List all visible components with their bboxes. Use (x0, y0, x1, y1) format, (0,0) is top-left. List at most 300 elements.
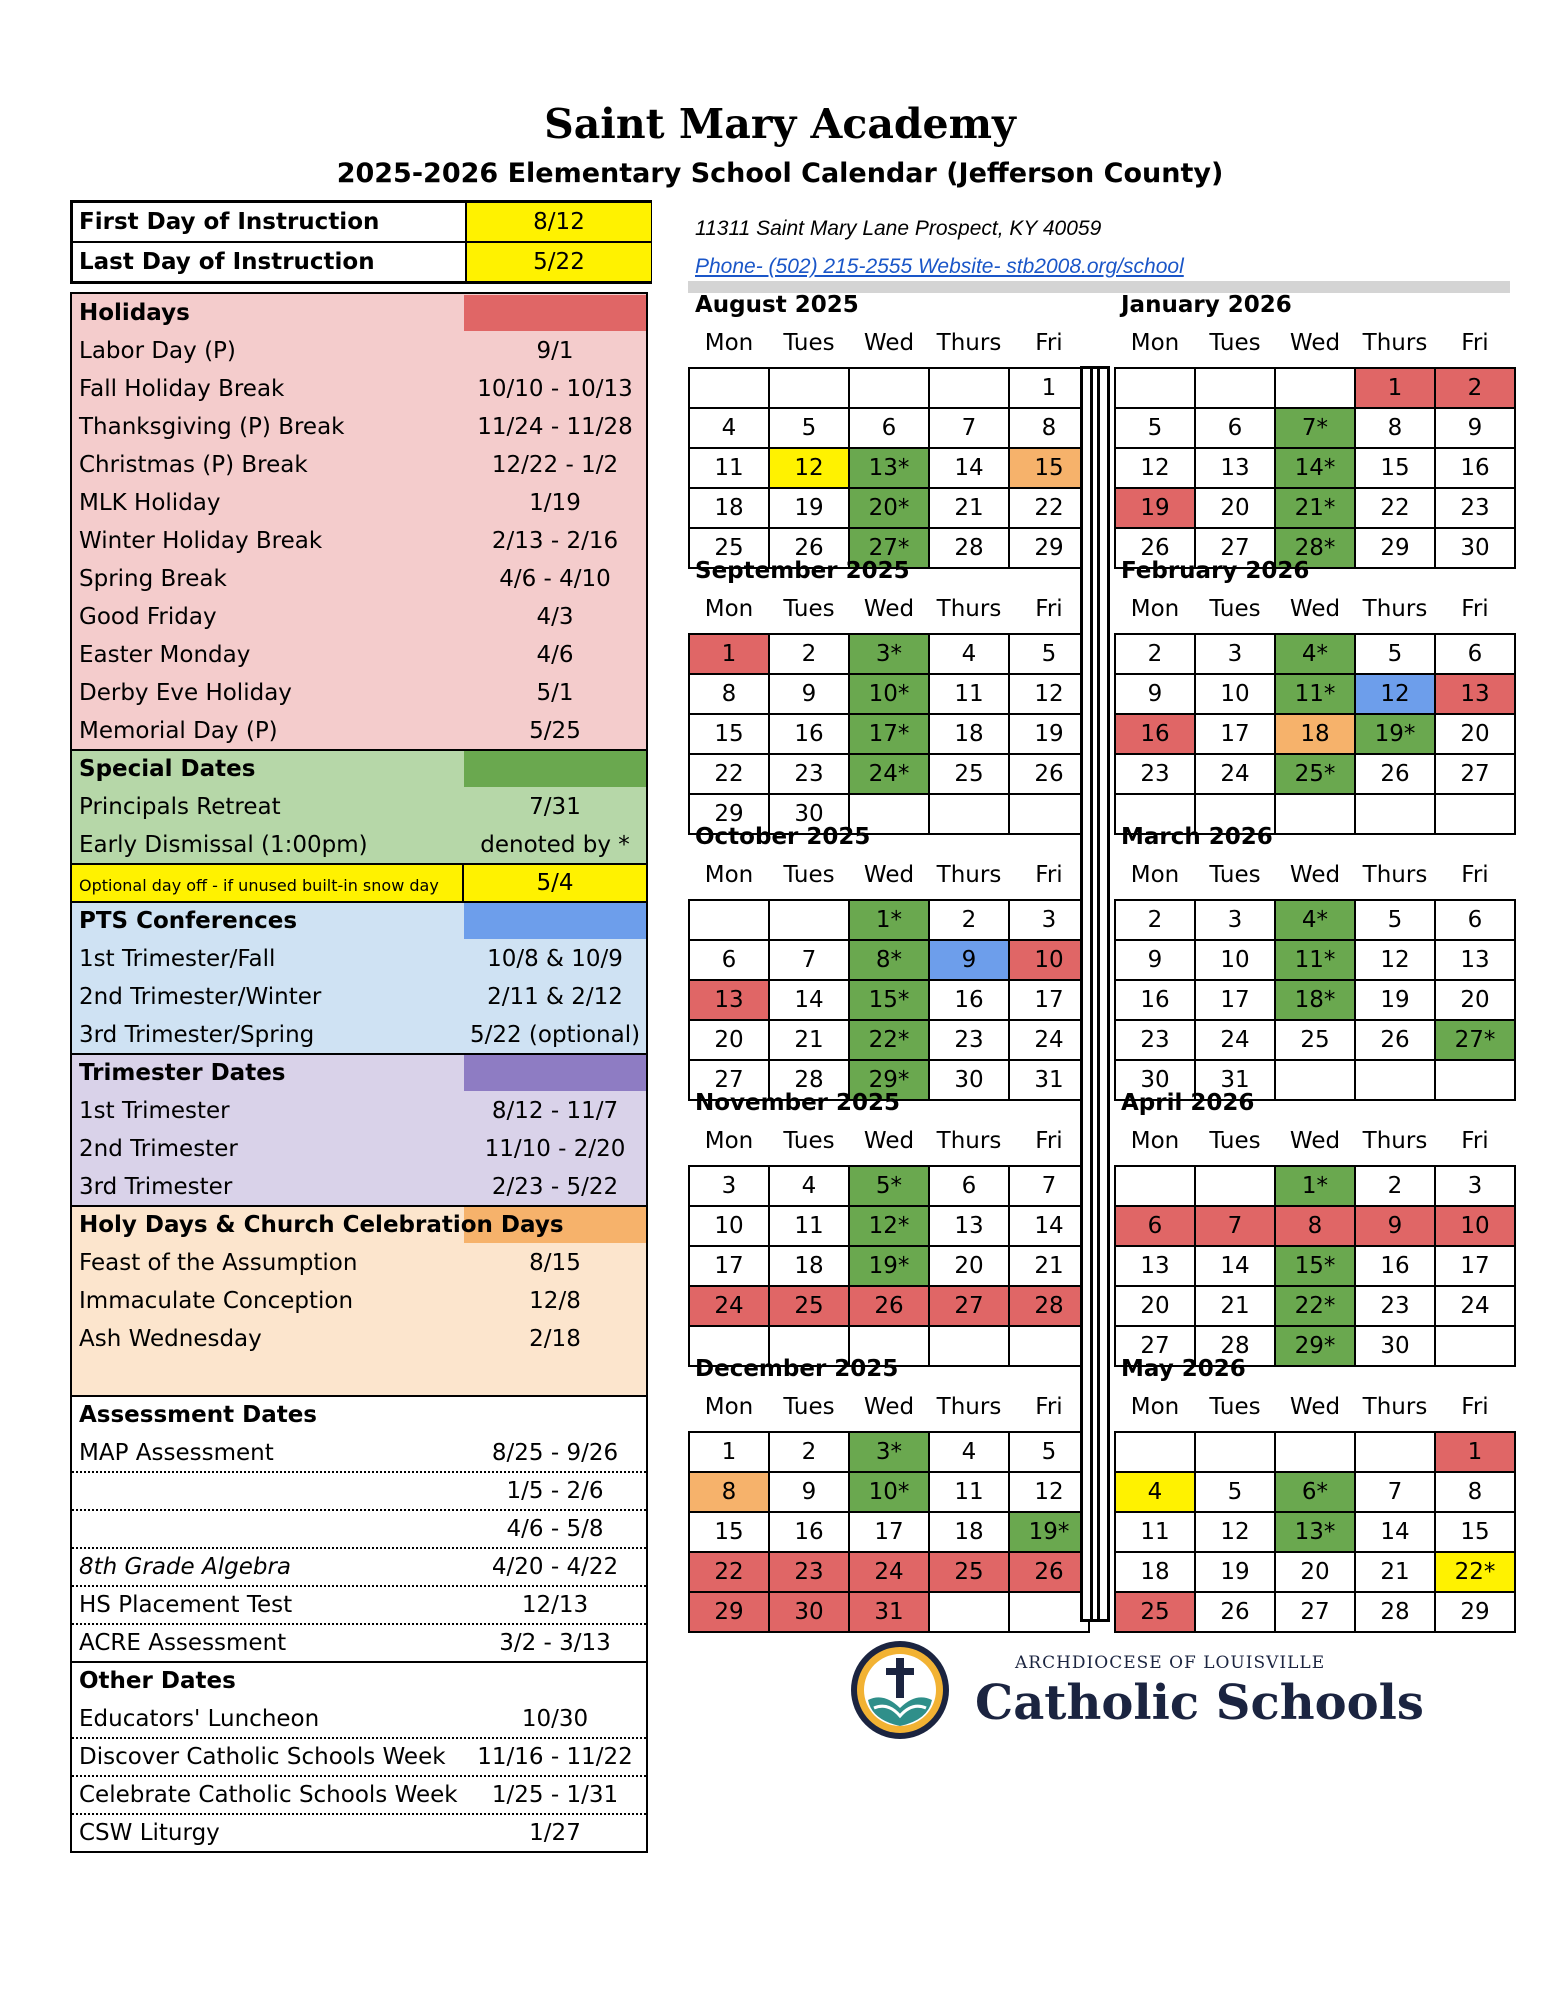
weekday-header: Thurs (1362, 862, 1428, 888)
legend-row (72, 1358, 646, 1396)
instruction-box (70, 200, 652, 284)
day-cell: 18 (1116, 1553, 1196, 1593)
day-cell: 25 (1116, 1593, 1196, 1633)
day-cell: 30 (1356, 1327, 1436, 1367)
day-cell: 19 (1356, 981, 1436, 1021)
column-divider (1080, 366, 1110, 1622)
day-cell: 6 (850, 409, 930, 449)
day-cell: 24 (1436, 1287, 1516, 1327)
day-cell: 18 (1276, 715, 1356, 755)
day-cell: 11 (1116, 1513, 1196, 1553)
day-cell: 7 (1356, 1473, 1436, 1513)
legend-row (72, 560, 646, 598)
dotted-separator (72, 1547, 646, 1549)
legend-label: Discover Catholic Schools Week (79, 1744, 446, 1770)
day-cell: 11 (930, 1473, 1010, 1513)
legend-section-header (72, 1662, 646, 1700)
day-cell: 16 (930, 981, 1010, 1021)
day-cell: 10 (1436, 1207, 1516, 1247)
weekday-header: Mon (704, 1394, 754, 1420)
day-cell: 25 (930, 1553, 1010, 1593)
day-cell: 11 (770, 1207, 850, 1247)
legend-value: 8/15 (529, 1250, 581, 1276)
weekday-header: Thurs (936, 330, 1002, 356)
day-cell (930, 1593, 1010, 1633)
legend-row (72, 978, 646, 1016)
day-cell: 6 (1436, 635, 1516, 675)
day-cell: 1* (1276, 1167, 1356, 1207)
day-cell: 22* (850, 1021, 930, 1061)
day-cell: 19 (1196, 1553, 1276, 1593)
legend-value: 10/30 (521, 1706, 589, 1732)
legend-section-header (72, 902, 646, 940)
day-cell: 27* (1436, 1021, 1516, 1061)
legend-label: 3rd Trimester/Spring (79, 1022, 315, 1048)
legend-row (72, 1130, 646, 1168)
day-cell: 26 (770, 529, 850, 569)
day-cell: 8 (690, 675, 770, 715)
legend-label: Labor Day (P) (79, 338, 236, 364)
day-cell: 24 (1010, 1021, 1090, 1061)
day-cell: 29 (690, 1593, 770, 1633)
day-cell: 7 (1196, 1207, 1276, 1247)
legend-row (72, 674, 646, 712)
day-cell: 28 (1356, 1593, 1436, 1633)
day-cell: 2 (1116, 901, 1196, 941)
weekday-header: Tues (783, 330, 835, 356)
legend-label: Trimester Dates (79, 1060, 286, 1086)
day-cell: 9 (1116, 675, 1196, 715)
day-cell: 5* (850, 1167, 930, 1207)
day-cell (1356, 1433, 1436, 1473)
legend-section-header (72, 1396, 646, 1434)
legend-color-swatch (464, 903, 646, 939)
day-cell: 29 (1436, 1593, 1516, 1633)
first-day-value: 8/12 (465, 203, 651, 241)
dotted-separator (72, 1585, 646, 1587)
weekday-header: Thurs (936, 862, 1002, 888)
legend-value: 1/27 (529, 1820, 581, 1846)
last-day-label: Last Day of Instruction (79, 249, 375, 275)
day-cell: 8 (1436, 1473, 1516, 1513)
divider-inner (1090, 369, 1100, 1619)
legend-label: Winter Holiday Break (79, 528, 323, 554)
legend-label: Thanksgiving (P) Break (79, 414, 345, 440)
day-cell (1010, 1593, 1090, 1633)
weekday-header: Tues (1209, 862, 1261, 888)
day-cell: 19 (770, 489, 850, 529)
legend-row (72, 1776, 646, 1814)
legend-label: Educators' Luncheon (79, 1706, 320, 1732)
legend-label: Ash Wednesday (79, 1326, 262, 1352)
day-cell: 7 (770, 941, 850, 981)
day-cell (1436, 1327, 1516, 1367)
day-cell: 10* (850, 675, 930, 715)
day-cell: 6* (1276, 1473, 1356, 1513)
legend-row (72, 598, 646, 636)
logo-line-1: ARCHDIOCESE OF LOUISVILLE (1015, 1653, 1326, 1673)
weekday-header: Fri (1035, 862, 1063, 888)
legend-row (72, 1624, 646, 1662)
day-cell: 4 (930, 1433, 1010, 1473)
weekday-header: Fri (1035, 1394, 1063, 1420)
legend-label: Immaculate Conception (79, 1288, 354, 1314)
day-cell: 1* (850, 901, 930, 941)
legend-value: 10/10 - 10/13 (477, 376, 633, 402)
day-cell: 4 (1116, 1473, 1196, 1513)
legend-label: 2nd Trimester (79, 1136, 238, 1162)
weekday-header: Wed (1289, 1128, 1341, 1154)
weekday-header: Wed (1289, 596, 1341, 622)
legend-label: 3rd Trimester (79, 1174, 233, 1200)
day-cell: 18 (930, 715, 1010, 755)
weekday-header: Fri (1035, 1128, 1063, 1154)
day-cell: 7 (1010, 1167, 1090, 1207)
day-cell: 20 (930, 1247, 1010, 1287)
day-cell: 2 (930, 901, 1010, 941)
day-cell: 19* (1010, 1513, 1090, 1553)
day-cell: 17 (850, 1513, 930, 1553)
day-cell: 1 (690, 1433, 770, 1473)
dotted-separator (72, 1509, 646, 1511)
weekday-header: Mon (704, 862, 754, 888)
legend-row (72, 1320, 646, 1358)
weekday-header: Fri (1461, 1128, 1489, 1154)
legend-label: Memorial Day (P) (79, 718, 278, 744)
day-cell: 30 (770, 795, 850, 835)
day-cell: 11 (690, 449, 770, 489)
day-cell: 3 (1196, 901, 1276, 941)
legend-value: 7/31 (529, 794, 581, 820)
day-cell: 23 (770, 1553, 850, 1593)
day-cell: 13 (1196, 449, 1276, 489)
month-grid (688, 633, 1090, 835)
day-cell: 13 (930, 1207, 1010, 1247)
day-cell: 25* (1276, 755, 1356, 795)
day-cell: 16 (770, 1513, 850, 1553)
legend-row (72, 1244, 646, 1282)
dotted-separator (72, 1471, 646, 1473)
day-cell: 16 (1436, 449, 1516, 489)
weekday-header: Tues (783, 862, 835, 888)
day-cell: 25 (930, 755, 1010, 795)
day-cell: 14 (1196, 1247, 1276, 1287)
optional-row-border (72, 901, 646, 903)
day-cell: 11* (1276, 675, 1356, 715)
legend-value: 3/2 - 3/13 (499, 1630, 611, 1656)
day-cell (1356, 1061, 1436, 1101)
legend-value: 2/11 & 2/12 (487, 984, 623, 1010)
day-cell (1116, 369, 1196, 409)
legend-color-swatch (464, 295, 646, 331)
day-cell: 3 (1196, 635, 1276, 675)
day-cell: 2 (770, 635, 850, 675)
legend-label: Holy Days & Church Celebration Days (79, 1212, 564, 1238)
day-cell: 4 (770, 1167, 850, 1207)
legend-value: 4/6 - 5/8 (506, 1516, 604, 1542)
day-cell: 25 (690, 529, 770, 569)
day-cell: 26 (1356, 755, 1436, 795)
legend-row (72, 1548, 646, 1586)
cross-shield-icon (848, 1638, 952, 1742)
day-cell (690, 369, 770, 409)
day-cell: 3* (850, 1433, 930, 1473)
legend-section-header (72, 1054, 646, 1092)
weekday-header: Thurs (1362, 596, 1428, 622)
legend-row (72, 332, 646, 370)
day-cell: 13 (1436, 941, 1516, 981)
day-cell: 26 (1010, 1553, 1090, 1593)
day-cell: 4 (930, 635, 1010, 675)
day-cell: 4 (690, 409, 770, 449)
month-grid (1114, 1431, 1516, 1633)
legend-label: ACRE Assessment (79, 1630, 287, 1656)
day-cell: 9 (1436, 409, 1516, 449)
day-cell: 23 (930, 1021, 1010, 1061)
legend-label: Derby Eve Holiday (79, 680, 292, 706)
weekday-header: Wed (863, 1128, 915, 1154)
day-cell: 29* (850, 1061, 930, 1101)
first-day-label: First Day of Instruction (79, 209, 380, 235)
day-cell: 16 (1356, 1247, 1436, 1287)
day-cell: 14* (1276, 449, 1356, 489)
section-separator (72, 1053, 646, 1055)
day-cell: 5 (770, 409, 850, 449)
day-cell (1010, 795, 1090, 835)
legend-value: 11/16 - 11/22 (477, 1744, 633, 1770)
day-cell: 21 (930, 489, 1010, 529)
weekday-header: Thurs (1362, 1128, 1428, 1154)
day-cell: 24 (690, 1287, 770, 1327)
day-cell: 1 (1356, 369, 1436, 409)
legend-value: 5/1 (536, 680, 574, 706)
day-cell: 9 (930, 941, 1010, 981)
day-cell: 22 (690, 755, 770, 795)
legend-section-header (72, 294, 646, 332)
day-cell: 10* (850, 1473, 930, 1513)
weekday-header: Mon (1130, 1394, 1180, 1420)
day-cell (930, 369, 1010, 409)
day-cell: 25 (1276, 1021, 1356, 1061)
day-cell (930, 1327, 1010, 1367)
day-cell (1010, 1327, 1090, 1367)
month-name: September 2025 (695, 558, 910, 584)
day-cell: 21 (1010, 1247, 1090, 1287)
day-cell: 27 (1276, 1593, 1356, 1633)
day-cell: 19 (1010, 715, 1090, 755)
weekday-header: Thurs (936, 596, 1002, 622)
legend-value: 2/18 (529, 1326, 581, 1352)
weekday-header: Wed (863, 862, 915, 888)
weekday-header: Mon (1130, 330, 1180, 356)
weekday-header: Fri (1035, 596, 1063, 622)
month-grid (1114, 1165, 1516, 1367)
day-cell: 6 (690, 941, 770, 981)
day-cell: 30 (930, 1061, 1010, 1101)
day-cell: 28 (930, 529, 1010, 569)
weekday-header: Wed (1289, 862, 1341, 888)
weekday-header: Mon (1130, 596, 1180, 622)
day-cell: 27 (1436, 755, 1516, 795)
weekday-header: Fri (1461, 596, 1489, 622)
legend-label: Other Dates (79, 1668, 236, 1694)
legend-row (72, 864, 646, 902)
weekday-header: Wed (1289, 330, 1341, 356)
day-cell (770, 901, 850, 941)
legend-value: 9/1 (536, 338, 574, 364)
month-grid (688, 367, 1090, 569)
day-cell: 12 (1116, 449, 1196, 489)
day-cell: 13 (690, 981, 770, 1021)
day-cell: 3 (690, 1167, 770, 1207)
weekday-header: Wed (863, 596, 915, 622)
legend-row (72, 1700, 646, 1738)
month-name: December 2025 (695, 1356, 899, 1382)
legend-section-header (72, 750, 646, 788)
day-cell: 10 (690, 1207, 770, 1247)
day-cell: 2 (1436, 369, 1516, 409)
legend-row (72, 408, 646, 446)
weekday-header: Tues (1209, 1394, 1261, 1420)
legend-row (72, 1016, 646, 1054)
weekday-header: Tues (783, 1128, 835, 1154)
month-grid (1114, 633, 1516, 835)
day-cell: 3 (1010, 901, 1090, 941)
weekday-header: Thurs (1362, 330, 1428, 356)
day-cell: 31 (850, 1593, 930, 1633)
day-cell: 5 (1116, 409, 1196, 449)
legend-label: PTS Conferences (79, 908, 298, 934)
legend-label: Principals Retreat (79, 794, 281, 820)
weekday-header: Thurs (936, 1394, 1002, 1420)
weekday-header: Tues (1209, 596, 1261, 622)
day-cell: 9 (770, 675, 850, 715)
day-cell: 31 (1010, 1061, 1090, 1101)
legend-row (72, 370, 646, 408)
weekday-header: Mon (704, 596, 754, 622)
day-cell (1356, 795, 1436, 835)
day-cell: 4* (1276, 901, 1356, 941)
day-cell: 9 (1356, 1207, 1436, 1247)
month-name: August 2025 (695, 292, 859, 318)
day-cell: 24 (1196, 1021, 1276, 1061)
legend-value: 5/25 (529, 718, 581, 744)
day-cell: 23 (1436, 489, 1516, 529)
contact-link[interactable]: Phone- (502) 215-2555 Website- stb2008.org/school (695, 255, 1184, 278)
day-cell: 13* (1276, 1513, 1356, 1553)
day-cell: 12* (850, 1207, 930, 1247)
day-cell: 1 (690, 635, 770, 675)
legend-value: 12/22 - 1/2 (491, 452, 619, 478)
day-cell: 21 (1356, 1553, 1436, 1593)
day-cell: 4* (1276, 635, 1356, 675)
day-cell: 18* (1276, 981, 1356, 1021)
legend-value: 4/20 - 4/22 (491, 1554, 619, 1580)
day-cell: 6 (1196, 409, 1276, 449)
last-day-row (73, 241, 649, 281)
day-cell: 31 (1196, 1061, 1276, 1101)
day-cell: 28 (1196, 1327, 1276, 1367)
legend-label: Easter Monday (79, 642, 251, 668)
day-cell (1196, 1167, 1276, 1207)
weekday-header: Mon (1130, 862, 1180, 888)
day-cell: 8 (1276, 1207, 1356, 1247)
day-cell: 2 (770, 1433, 850, 1473)
legend-value: 12/13 (521, 1592, 589, 1618)
dotted-separator (72, 1775, 646, 1777)
day-cell: 21 (1196, 1287, 1276, 1327)
day-cell: 11 (930, 675, 1010, 715)
legend-color-swatch (464, 1055, 646, 1091)
day-cell: 22 (1356, 489, 1436, 529)
month-grid (688, 899, 1090, 1101)
day-cell: 10 (1196, 941, 1276, 981)
weekday-header: Tues (783, 596, 835, 622)
day-cell: 1 (1436, 1433, 1516, 1473)
day-cell: 13 (1436, 675, 1516, 715)
day-cell: 30 (770, 1593, 850, 1633)
weekday-header: Wed (1289, 1394, 1341, 1420)
legend-label: Spring Break (79, 566, 227, 592)
day-cell: 6 (1116, 1207, 1196, 1247)
day-cell: 20 (1116, 1287, 1196, 1327)
weekday-header: Wed (863, 1394, 915, 1420)
legend-row (72, 636, 646, 674)
day-cell: 27 (1196, 529, 1276, 569)
legend-row (72, 712, 646, 750)
legend-value: 1/19 (529, 490, 581, 516)
day-cell: 27 (1116, 1327, 1196, 1367)
first-day-row (73, 203, 649, 241)
day-cell: 12 (1356, 675, 1436, 715)
school-address: 11311 Saint Mary Lane Prospect, KY 40059 (695, 217, 1102, 240)
day-cell: 27* (850, 529, 930, 569)
legend-row (72, 446, 646, 484)
legend-label: 1st Trimester/Fall (79, 946, 276, 972)
day-cell (1116, 1433, 1196, 1473)
day-cell: 29 (1356, 529, 1436, 569)
day-cell: 14 (770, 981, 850, 1021)
day-cell: 9 (1116, 941, 1196, 981)
day-cell: 12 (1196, 1513, 1276, 1553)
day-cell: 5 (1010, 635, 1090, 675)
legend-row (72, 826, 646, 864)
day-cell: 26 (1116, 529, 1196, 569)
legend-label: Christmas (P) Break (79, 452, 308, 478)
section-separator (72, 1395, 646, 1397)
weekday-header: Tues (1209, 330, 1261, 356)
day-cell: 23 (1116, 755, 1196, 795)
day-cell: 2 (1116, 635, 1196, 675)
weekday-header: Thurs (936, 1128, 1002, 1154)
day-cell: 6 (1436, 901, 1516, 941)
legend-row (72, 1472, 646, 1510)
day-cell: 17 (1196, 715, 1276, 755)
day-cell: 22* (1276, 1287, 1356, 1327)
legend-label: 1st Trimester (79, 1098, 230, 1124)
legend-label: Special Dates (79, 756, 256, 782)
day-cell: 20 (1436, 715, 1516, 755)
legend-row (72, 1814, 646, 1852)
section-separator (72, 749, 646, 751)
legend-value: 8/25 - 9/26 (491, 1440, 619, 1466)
day-cell: 29 (1010, 529, 1090, 569)
day-cell: 23 (770, 755, 850, 795)
month-grid (688, 1431, 1090, 1633)
legend-label: Optional day off - if unused built-in snow day (79, 876, 439, 895)
legend-value: 5/4 (536, 870, 574, 896)
month-name: October 2025 (695, 824, 871, 850)
